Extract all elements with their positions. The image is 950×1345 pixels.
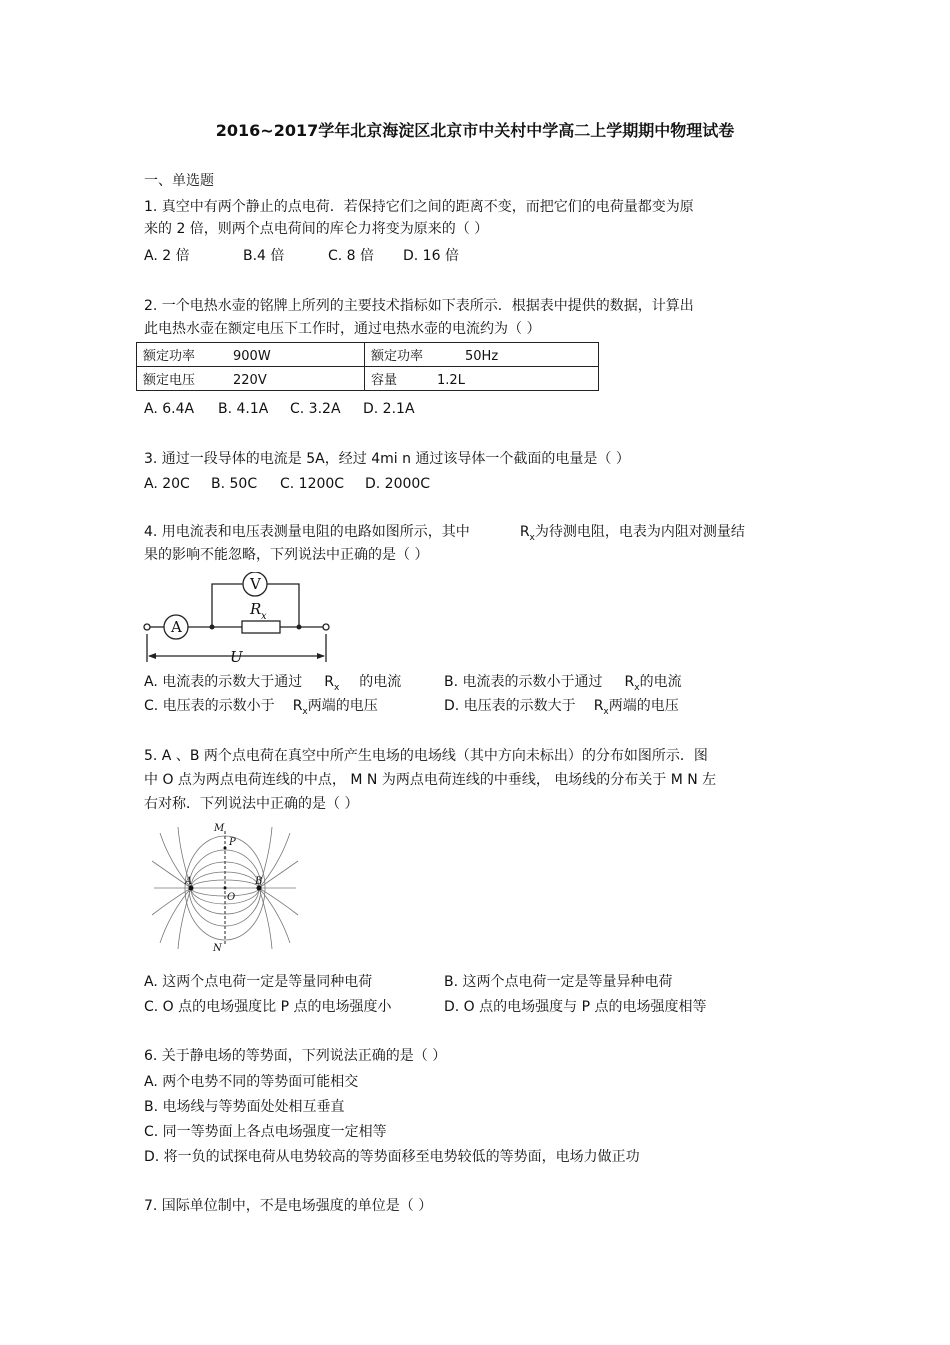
q1-option-b[interactable]: B.4 倍 bbox=[243, 248, 285, 264]
q4-option-c[interactable]: C. 电压表的示数小于 $R_x$两端的电压 bbox=[144, 698, 378, 717]
spec-table bbox=[136, 342, 599, 391]
table-cell: 额定功率 900W bbox=[137, 343, 365, 367]
label-a: A bbox=[185, 876, 193, 887]
circuit-diagram bbox=[140, 572, 340, 664]
voltmeter-label: V bbox=[250, 575, 261, 593]
q4-option-a[interactable]: A. 电流表的示数大于通过 $R_x$ 的电流 bbox=[144, 674, 402, 693]
table-cell: 容量 1.2L bbox=[365, 367, 599, 391]
terminal-right bbox=[323, 624, 329, 630]
q3-line1: 3. 通过一段导体的电流是 5A，经过 4mi n 通过该导体一个截面的电量是（ ） bbox=[144, 451, 630, 467]
q3-option-d[interactable]: D. 2000C bbox=[365, 476, 431, 492]
terminal-left bbox=[144, 624, 150, 630]
q3-option-b[interactable]: B. 50C bbox=[211, 476, 258, 492]
q2-line1: 2. 一个电热水壶的铭牌上所列的主要技术指标如下表所示．根据表中提供的数据，计算出 bbox=[144, 298, 694, 314]
q5-line1: 5. A 、B 两个点电荷在真空中所产生电场的电场线（其中方向未标出）的分布如图所示．图 bbox=[144, 748, 708, 764]
q2-option-c[interactable]: C. 3.2A bbox=[290, 401, 341, 417]
q5-option-d[interactable]: D. O 点的电场强度与 P 点的电场强度相等 bbox=[444, 999, 707, 1015]
section-heading: 一、单选题 bbox=[144, 173, 214, 189]
q4-line2: 果的影响不能忽略，下列说法中正确的是（ ） bbox=[144, 547, 429, 563]
q3-option-c[interactable]: C. 1200C bbox=[280, 476, 345, 492]
q6-option-d[interactable]: D. 将一负的试探电荷从电势较高的等势面移至电势较低的等势面，电场力做正功 bbox=[144, 1149, 640, 1165]
label-b: B bbox=[255, 876, 263, 887]
resistor-icon bbox=[242, 621, 280, 633]
resistor-subscript: x bbox=[261, 611, 267, 622]
label-p: P bbox=[229, 837, 236, 848]
voltage-label: U bbox=[230, 648, 243, 664]
q5-line3: 右对称．下列说法中正确的是（ ） bbox=[144, 796, 359, 812]
table-cell: 额定功率 50Hz bbox=[365, 343, 599, 367]
q6-option-c[interactable]: C. 同一等势面上各点电场强度一定相等 bbox=[144, 1124, 387, 1140]
q2-line2: 此电热水壶在额定电压下工作时，通过电热水壶的电流约为（ ） bbox=[144, 321, 541, 337]
label-o: O bbox=[227, 892, 236, 903]
q6-option-a[interactable]: A. 两个电势不同的等势面可能相交 bbox=[144, 1074, 359, 1090]
q4-line1: 4. 用电流表和电压表测量电阻的电路如图所示，其中 $R_x$为待测电阻，电表为内阻对测量结 bbox=[144, 524, 745, 543]
q5-option-b[interactable]: B. 这两个点电荷一定是等量异种电荷 bbox=[444, 974, 673, 990]
ammeter-label: A bbox=[171, 618, 182, 636]
field-line-diagram bbox=[150, 823, 300, 953]
resistor-label: R bbox=[250, 600, 262, 618]
q1-option-d[interactable]: D. 16 倍 bbox=[403, 248, 459, 264]
q5-line2: 中 O 点为两点电荷连线的中点， M N 为两点电荷连线的中垂线， 电场线的分布关于 M N 左 bbox=[144, 772, 717, 788]
q7-line1: 7. 国际单位制中，不是电场强度的单位是（ ） bbox=[144, 1198, 433, 1214]
page-title: 2016~2017学年北京海淀区北京市中关村中学高二上学期期中物理试卷 bbox=[215, 121, 735, 140]
q6-option-b[interactable]: B. 电场线与等势面处处相互垂直 bbox=[144, 1099, 345, 1115]
label-n: N bbox=[213, 943, 222, 953]
q2-option-d[interactable]: D. 2.1A bbox=[363, 401, 415, 417]
q3-option-a[interactable]: A. 20C bbox=[144, 476, 190, 492]
q4-option-b[interactable]: B. 电流表的示数小于通过 $R_x$的电流 bbox=[444, 674, 682, 693]
q4-option-d[interactable]: D. 电压表的示数大于 $R_x$两端的电压 bbox=[444, 698, 679, 717]
q2-option-b[interactable]: B. 4.1A bbox=[218, 401, 269, 417]
q1-line1: 1. 真空中有两个静止的点电荷．若保持它们之间的距离不变，而把它们的电荷量都变为原 bbox=[144, 199, 694, 215]
label-m: M bbox=[214, 823, 225, 834]
table-cell: 额定电压 220V bbox=[137, 367, 365, 391]
q6-line1: 6. 关于静电场的等势面，下列说法正确的是（ ） bbox=[144, 1048, 447, 1064]
q2-option-a[interactable]: A. 6.4A bbox=[144, 401, 195, 417]
q1-option-a[interactable]: A. 2 倍 bbox=[144, 248, 190, 264]
table-row bbox=[137, 367, 599, 391]
q1-option-c[interactable]: C. 8 倍 bbox=[328, 248, 375, 264]
q5-option-a[interactable]: A. 这两个点电荷一定是等量同种电荷 bbox=[144, 974, 373, 990]
table-row bbox=[137, 343, 599, 367]
q1-line2: 来的 2 倍，则两个点电荷间的库仑力将变为原来的（ ） bbox=[144, 221, 489, 237]
q5-option-c[interactable]: C. O 点的电场强度比 P 点的电场强度小 bbox=[144, 999, 392, 1015]
